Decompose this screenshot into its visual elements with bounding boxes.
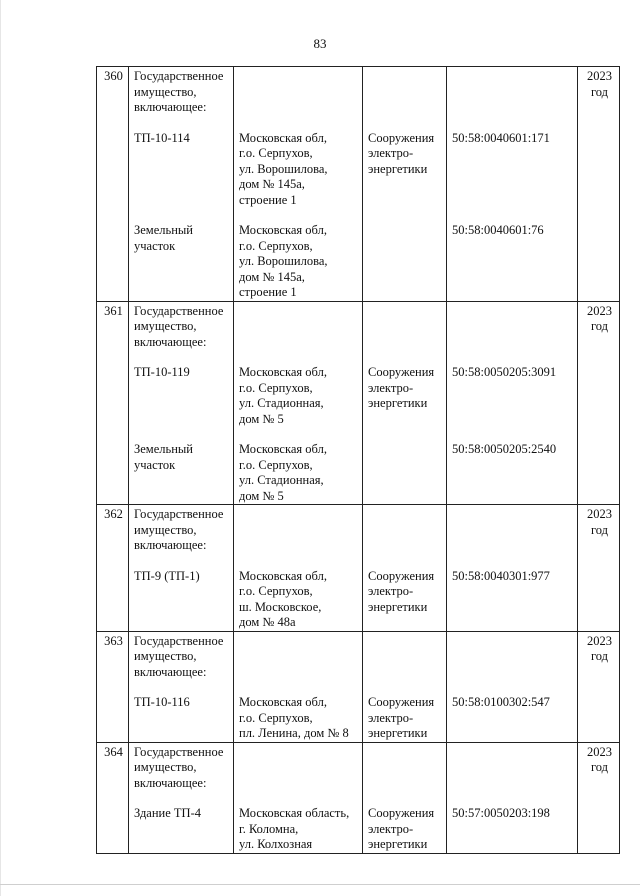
cadastral-number: 50:58:0040301:977 (452, 568, 550, 583)
cadastral-number-cell (447, 631, 578, 742)
line-gap (134, 116, 230, 131)
year-cell (578, 742, 620, 853)
blank-heading-space (239, 776, 242, 790)
line-gap (452, 350, 574, 365)
object-name-cell (129, 631, 234, 742)
row-number: 362 (97, 505, 129, 632)
line-gap (134, 791, 230, 806)
line-gap (452, 116, 574, 131)
purpose-cell (363, 505, 447, 632)
line-gap (239, 208, 359, 223)
line-gap (368, 350, 443, 365)
year-cell (578, 67, 620, 302)
group-header: Государственное имущество, включающее: (134, 303, 224, 349)
scan-edge (0, 0, 1, 896)
cadastral-number-cell (447, 742, 578, 853)
line-gap (368, 554, 443, 569)
object-name: Земельный участок (134, 442, 193, 472)
cadastral-number: 50:58:0100302:547 (452, 695, 550, 709)
blank-heading-space (368, 665, 371, 679)
line-gap (134, 208, 230, 223)
cadastral-number: 50:57:0050203:198 (452, 806, 550, 820)
blank-heading-space (368, 776, 371, 790)
address-cell (234, 631, 363, 742)
object-name: ТП-10-114 (134, 130, 190, 145)
line-gap (368, 791, 443, 806)
address-cell (234, 67, 363, 302)
purpose-cell (363, 301, 447, 505)
line-gap (239, 350, 359, 365)
object-name: ТП-9 (ТП-1) (134, 568, 200, 583)
line-gap (368, 208, 443, 223)
blank-heading-space (452, 776, 455, 790)
cadastral-number: 50:58:0040601:171 (452, 130, 550, 145)
table-row (97, 301, 620, 505)
blank-heading-space (452, 538, 455, 552)
blank-heading-space (452, 100, 455, 114)
year-cell (578, 505, 620, 632)
line-gap (452, 208, 574, 223)
line-gap (239, 680, 359, 695)
blank-heading-space (452, 665, 455, 679)
purpose-cell (363, 67, 447, 302)
object-address: Московская обл, г.о. Серпухов, пл. Ленина, дом № 8 (239, 695, 349, 740)
purpose-cell (363, 742, 447, 853)
line-gap (368, 680, 443, 695)
year-cell (578, 631, 620, 742)
object-name: Земельный участок (134, 223, 193, 253)
group-header: Государственное имущество, включающее: (134, 744, 224, 790)
cadastral-number-cell (447, 301, 578, 505)
privatization-year: 2023 год (587, 303, 612, 333)
blank-heading-space (452, 335, 455, 349)
object-purpose (368, 223, 371, 299)
object-address: Московская обл, г.о. Серпухов, ул. Ворошилова, дом № 145а, строение 1 (239, 223, 328, 299)
object-purpose (368, 442, 371, 503)
table-row (97, 67, 620, 302)
object-address: Московская область, г. Коломна, ул. Колхозная (239, 806, 350, 851)
address-cell (234, 742, 363, 853)
line-gap (239, 554, 359, 569)
line-gap (368, 427, 443, 442)
cadastral-number-cell (447, 505, 578, 632)
line-gap (134, 680, 230, 695)
line-gap (239, 116, 359, 131)
object-purpose: Сооружения электро- энергетики (368, 130, 435, 176)
cadastral-number: 50:58:0050205:3091 (452, 365, 557, 379)
object-address: Московская обл, г.о. Серпухов, ул. Стадионная, дом № 5 (239, 365, 327, 426)
privatization-year: 2023 год (587, 69, 612, 99)
purpose-cell (363, 631, 447, 742)
line-gap (239, 791, 359, 806)
object-name: Здание ТП-4 (134, 806, 201, 820)
property-registry-table (96, 66, 620, 854)
object-name: ТП-10-119 (134, 365, 190, 379)
address-cell (234, 505, 363, 632)
object-name: ТП-10-116 (134, 695, 190, 709)
table-row (97, 742, 620, 853)
blank-heading-space (239, 538, 242, 552)
blank-heading-space (368, 538, 371, 552)
privatization-year: 2023 год (587, 744, 612, 774)
object-address: Московская обл, г.о. Серпухов, ул. Стадионная, дом № 5 (239, 442, 327, 503)
privatization-year: 2023 год (587, 633, 612, 663)
object-purpose: Сооружения электро- энергетики (368, 365, 435, 410)
line-gap (452, 427, 574, 442)
blank-heading-space (368, 335, 371, 349)
table-row (97, 631, 620, 742)
object-purpose: Сооружения электро- энергетики (368, 695, 435, 740)
line-gap (134, 554, 230, 569)
year-cell (578, 301, 620, 505)
group-header: Государственное имущество, включающее: (134, 507, 224, 552)
line-gap (134, 427, 230, 442)
object-purpose: Сооружения электро- энергетики (368, 806, 435, 851)
page-number: 83 (313, 36, 327, 51)
object-name-cell (129, 67, 234, 302)
object-name-cell (129, 301, 234, 505)
cadastral-number: 50:58:0040601:76 (452, 223, 544, 237)
object-address: Московская обл, г.о. Серпухов, ул. Ворошилова, дом № 145а, строение 1 (239, 130, 328, 207)
line-gap (134, 350, 230, 365)
group-header: Государственное имущество, включающее: (134, 633, 224, 679)
object-name-cell (129, 742, 234, 853)
blank-heading-space (239, 665, 242, 679)
object-purpose: Сооружения электро- энергетики (368, 568, 435, 614)
blank-heading-space (368, 100, 371, 114)
row-number: 360 (97, 67, 129, 302)
blank-heading-space (239, 100, 242, 114)
group-header: Государственное имущество, включающее: (134, 69, 224, 114)
blank-heading-space (239, 335, 242, 349)
cadastral-number: 50:58:0050205:2540 (452, 442, 557, 456)
registry-body (97, 67, 620, 854)
row-number: 361 (97, 301, 129, 505)
bottom-border (0, 884, 640, 885)
line-gap (368, 116, 443, 131)
object-name-cell (129, 505, 234, 632)
cadastral-number-cell (447, 67, 578, 302)
address-cell (234, 301, 363, 505)
row-number: 363 (97, 631, 129, 742)
row-number: 364 (97, 742, 129, 853)
object-address: Московская обл, г.о. Серпухов, ш. Московское, дом № 48а (239, 568, 327, 629)
line-gap (452, 554, 574, 569)
line-gap (239, 427, 359, 442)
privatization-year: 2023 год (587, 507, 612, 537)
line-gap (452, 791, 574, 806)
table-row (97, 505, 620, 632)
line-gap (452, 680, 574, 695)
